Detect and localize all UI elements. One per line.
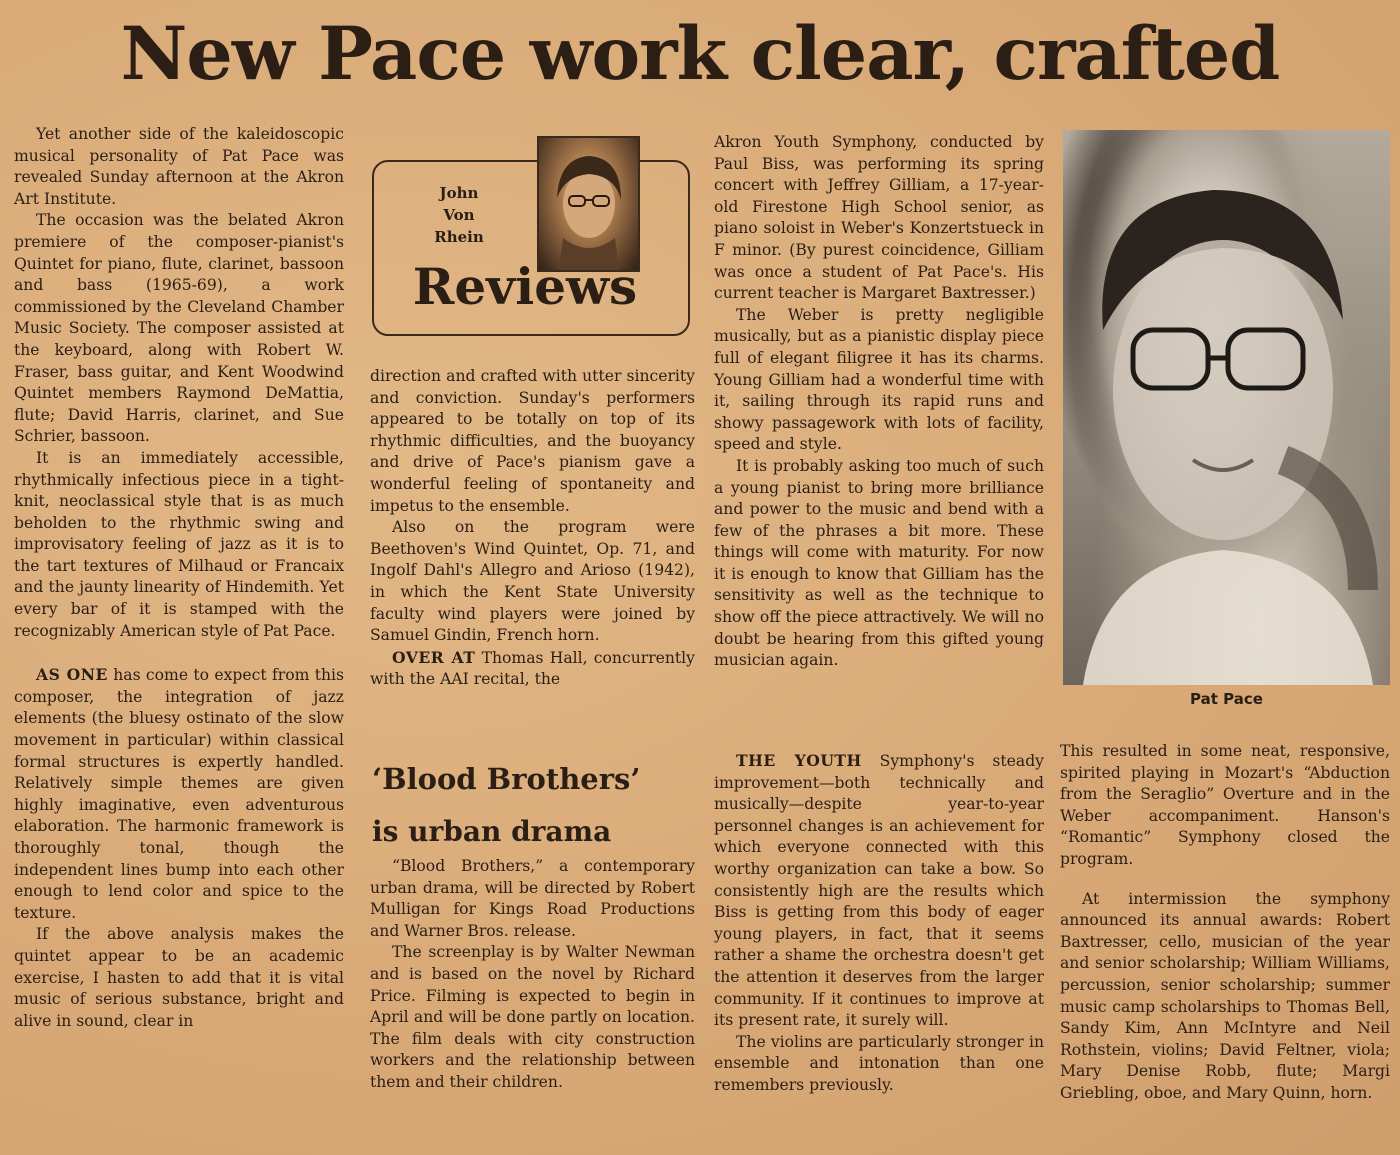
paragraph: Akron Youth Symphony, conducted by Paul Biss, was performing its spring concert with Jeffrey Gilliam, a 17-year-old Firestone High School senior, as piano soloist in Weber's Konzertstueck in F minor. (By purest coincidence, Gilliam was once a student of Pat Pace's. His current teacher is Margaret Baxtresser.) [714, 133, 1044, 303]
paragraph: At intermission the symphony announced its annual awards: Robert Baxtresser, cello, musician of the year and senior scholarship; William Williams, percussion, senior scholarship; summer music camp scholarships to Thomas Bell, Sandy Kim, Ann McIntyre and Neil Rothstein, violins; David Feltner, viola; Mary Denise Robb, flute; Margi Griebling, oboe, and Mary Quinn, horn. [1060, 889, 1390, 1102]
section-label: Reviews [412, 257, 638, 316]
paragraph: The violins are particularly stronger in ensemble and intonation than one remembers previously. [714, 1032, 1044, 1094]
portrait-icon [1063, 130, 1390, 685]
paragraph: Yet another side of the kaleidoscopic musical personality of Pat Pace was revealed Sunday afternoon at the Akron Art Institute. [14, 125, 344, 208]
paragraph: direction and crafted with utter sincerity and conviction. Sunday's performers appeared to be totally on top of its rhythmic difficulties, and the buoyancy and drive of Pace's pianism gave a wonderful feeling of spontaneity and impetus to the ensemble. [370, 367, 695, 515]
paragraph [14, 664, 344, 924]
byline-line: John [439, 184, 479, 202]
lead-in: AS ONE [36, 665, 108, 685]
paragraph-body: Thomas Hall, concurrently with the AAI recital, the [370, 648, 695, 689]
byline-line: Rhein [434, 228, 484, 246]
paragraph: It is an immediately accessible, rhythmically infectious piece in a tight-knit, neoclassical style that is as much beholden to the rhythmic swing and improvisatory feeling of jazz as it is to the tart textures of Milhaud or Francaix and the jaunty linearity of Hindemith. Yet every bar of it is stamped with the recognizably American style of Pat Pace. [14, 448, 344, 640]
sidebar-subheadline: is urban drama [372, 815, 612, 848]
article-column-3-continued [714, 750, 1044, 1097]
article-column-2 [370, 366, 695, 691]
author-face-icon [539, 138, 638, 270]
sidebar-headline: ‘Blood Brothers’ [372, 762, 641, 796]
photo-caption: Pat Pace [1190, 690, 1263, 708]
lead-in: THE YOUTH [736, 751, 862, 770]
paragraph: “Blood Brothers,” a contemporary urban drama, will be directed by Robert Mulligan for Kings Road Productions and Warner Bros. release. [370, 857, 695, 940]
pat-pace-photo [1063, 130, 1390, 685]
paragraph-body: has come to expect from this composer, the integration of jazz elements (the bluesy ostinato of the slow movement in particular) within classical formal structures is expertly handled. Relatively simple themes are given highly imaginative, even adventurous elaboration. The harmonic framework is thoroughly tonal, though the independent lines bump into each other enough to lend color and spice to the texture. [14, 666, 345, 922]
headline: New Pace work clear, crafted [120, 11, 1280, 97]
paragraph: Also on the program were Beethoven's Wind Quintet, Op. 71, and Ingolf Dahl's Allegro and Arioso (1942), in which the Kent State University faculty wind players were joined by Samuel Gindin, French horn. [370, 518, 695, 645]
byline-author [404, 182, 514, 248]
paragraph: The screenplay is by Walter Newman and is based on the novel by Richard Price. Filming is expected to begin in April and will be done partly on location. The film deals with city construction workers and the relationship between them and their children. [370, 943, 695, 1091]
paragraph: This resulted in some neat, responsive, spirited playing in Mozart's “Abduction from the Seraglio” Overture and in the Weber accompaniment. Hanson's “Romantic” Symphony closed the program. [1060, 742, 1390, 868]
paragraph-body: Symphony's steady improvement—both technically and musically—despite year-to-year personnel changes is an achievement for which everyone connected with this worthy organization can take a bow. So consistently high are the results which Biss is getting from this body of eager young players, in fact, that it seems rather a shame the orchestra doesn't get the attention it deserves from the larger community. If it continues to improve at its present rate, it surely will. [714, 752, 1044, 1030]
paragraph [714, 750, 1044, 1032]
article-column-1 [14, 124, 344, 1032]
paragraph: If the above analysis makes the quintet appear to be an academic exercise, I hasten to add that it is vital music of serious substance, bright and alive in sound, clear in [14, 925, 344, 1030]
byline-line: Von [443, 206, 475, 224]
paragraph [370, 647, 695, 691]
sidebar-body [370, 856, 695, 1094]
article-column-4 [1060, 741, 1390, 1105]
paragraph: The Weber is pretty negligible musically, but as a pianistic display piece full of elegant filigree it has its charms. Young Gilliam had a wonderful time with it, sailing through its rapid runs and showy passagework with lots of facility, speed and style. [714, 305, 1044, 454]
paragraph: It is probably asking too much of such a young pianist to bring more brilliance and power to the music and bend with a few of the phrases a bit more. These things will come with maturity. For now it is enough to know that Gilliam has the sensitivity as well as the technique to show off the piece attractively. We will no doubt be hearing from this gifted young musician again. [714, 456, 1044, 670]
paragraph: The occasion was the belated Akron premiere of the composer-pianist's Quintet for piano, flute, clarinet, bassoon and bass (1965-69), a work commissioned by the Cleveland Chamber Music Society. The composer assisted at the keyboard, along with Robert W. Fraser, bass guitar, and Kent Woodwind Quintet members Raymond DeMattia, flute; David Harris, clarinet, and Sue Schrier, bassoon. [14, 211, 344, 446]
article-column-3 [714, 132, 1044, 672]
author-photo [537, 136, 640, 272]
lead-in: OVER AT [392, 647, 476, 667]
